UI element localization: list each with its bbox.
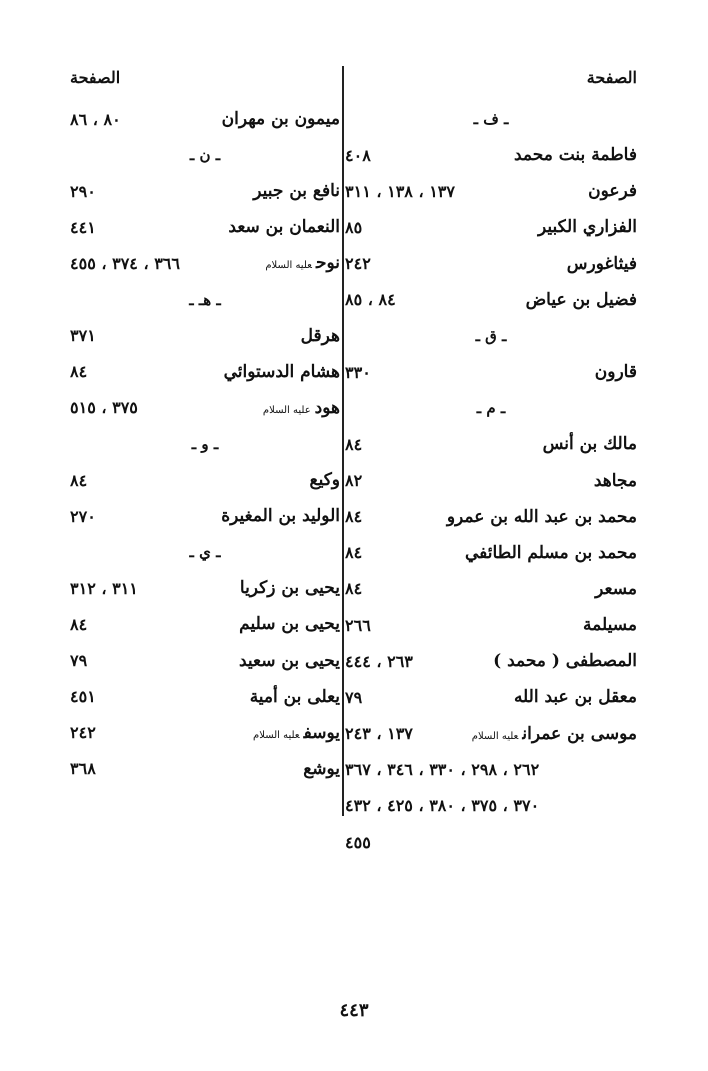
page-number: ٤٤٣ <box>339 1000 369 1021</box>
entry-name <box>594 471 637 491</box>
page-references: ٨٤ <box>345 543 363 563</box>
letter-section-heading <box>345 104 637 134</box>
page-references: ٢٩٠ <box>70 181 96 201</box>
page-references: ٨٤ <box>70 362 88 382</box>
index-entry <box>70 357 340 387</box>
index-entry-continuation <box>345 755 637 785</box>
page-references: ٨٤ ، ٨٥ <box>345 290 396 310</box>
index-entry <box>345 466 637 496</box>
index-entry-continuation <box>345 827 637 857</box>
entry-name-text: مجاهد <box>593 470 637 491</box>
index-entry <box>70 212 340 242</box>
index-entry <box>345 502 637 532</box>
letter-section-heading <box>345 393 637 423</box>
entry-name <box>222 109 340 129</box>
index-entry <box>345 429 637 459</box>
entry-name <box>239 651 340 671</box>
entry-name-text: ميمون بن مهران <box>221 109 340 129</box>
entry-name <box>224 362 340 382</box>
index-entry <box>70 501 340 531</box>
index-entry <box>345 574 637 604</box>
entry-name-text: الفزاري الكبير <box>538 217 637 238</box>
index-entry <box>345 140 637 170</box>
page-references: ٢٤٢ <box>70 723 96 743</box>
index-entry <box>70 321 340 351</box>
index-entry <box>345 682 637 712</box>
index-entry <box>345 538 637 568</box>
entry-name-text: مسيلمة <box>583 615 637 636</box>
letter-heading-text: ـ ق ـ <box>475 326 507 345</box>
index-entry <box>345 610 637 640</box>
entry-name <box>240 578 340 598</box>
index-entry <box>345 646 637 676</box>
entry-name <box>465 543 637 563</box>
left-column-header <box>70 62 340 92</box>
letter-heading-text: ـ و ـ <box>191 434 219 453</box>
entry-name <box>588 181 637 201</box>
page-references: ٤٠٨ <box>345 145 371 165</box>
index-entry <box>345 176 637 206</box>
page-references: ٨٠ ، ٨٦ <box>70 109 121 129</box>
entry-name <box>583 615 637 635</box>
entry-name-text: فضيل بن عياض <box>525 289 637 310</box>
entry-name <box>595 579 637 599</box>
honorific-mark: عليه السلام <box>262 404 311 416</box>
letter-section-heading <box>70 537 340 567</box>
index-entry-continuation <box>345 791 637 821</box>
entry-name <box>301 326 340 346</box>
entry-name <box>447 507 637 527</box>
page-references: ٨٤ <box>345 507 363 527</box>
entry-name <box>303 759 340 779</box>
entry-name-text: يحيى بن سليم <box>239 614 340 635</box>
honorific-mark: عليه السلام <box>253 729 300 741</box>
page-references: ٣٣٠ <box>345 362 371 382</box>
index-entry <box>345 719 637 749</box>
page-references: ٣١١ ، ٣١٢ <box>70 578 138 598</box>
column-divider <box>342 66 344 816</box>
index-entry <box>345 357 637 387</box>
entry-name <box>543 434 637 454</box>
index-entry <box>345 212 637 242</box>
entry-name-text: معقل بن عبد الله <box>513 687 637 708</box>
letter-section-heading <box>345 321 637 351</box>
entry-name <box>567 254 637 274</box>
page-heading-label: الصفحة <box>586 67 637 87</box>
letter-heading-text: ـ م ـ <box>476 399 506 418</box>
index-entry <box>70 176 340 206</box>
letter-heading-text: ـ ي ـ <box>189 543 221 562</box>
entry-name-text: هرقل <box>300 325 340 346</box>
letter-section-heading <box>70 429 340 459</box>
entry-name-text: يحيى بن سعيد <box>238 650 340 671</box>
page-heading-label: الصفحة <box>70 67 121 87</box>
entry-name-text: يعلى بن أمية <box>249 686 340 707</box>
entry-name-text: فرعون <box>588 181 637 202</box>
letter-heading-text: ـ ف ـ <box>473 110 509 128</box>
entry-name-text: يحيى بن زكريا <box>239 578 340 599</box>
index-entry <box>70 609 340 639</box>
entry-name <box>239 614 340 634</box>
index-entry <box>70 248 340 278</box>
page-references: ٣٧١ <box>70 326 96 346</box>
entry-name-text: محمد بن عبد الله بن عمرو <box>446 506 637 527</box>
page-references: ٧٩ <box>70 651 88 670</box>
index-entry <box>70 104 340 134</box>
page-references: ٨٤ <box>345 434 363 454</box>
page-references: ٤٥١ <box>70 687 96 707</box>
entry-name <box>538 217 637 237</box>
honorific-mark: عليه السلام <box>265 260 312 272</box>
entry-name <box>468 724 637 744</box>
page-references: ٨٤ <box>70 614 88 634</box>
entry-name <box>595 362 637 382</box>
entry-name <box>514 687 637 707</box>
entry-name-text: هود <box>314 397 340 418</box>
entry-name-text: وكيع <box>309 470 340 490</box>
index-entry <box>70 573 340 603</box>
letter-section-heading <box>70 285 340 315</box>
letter-section-heading <box>70 140 340 170</box>
right-column-header <box>345 62 637 92</box>
page-references: ٨٤ <box>345 579 363 599</box>
entry-name-text: قارون <box>594 362 637 383</box>
index-entry <box>70 646 340 676</box>
index-entry <box>345 285 637 315</box>
entry-name-text: محمد بن مسلم الطائفي <box>464 542 637 563</box>
index-entry <box>70 682 340 712</box>
entry-name-text: موسى بن عمران <box>522 723 637 744</box>
entry-name <box>261 253 340 273</box>
page-references: ٢٦٣ ، ٤٤٤ <box>345 651 413 671</box>
entry-name <box>310 470 340 490</box>
entry-name <box>514 145 637 165</box>
entry-name <box>250 687 340 707</box>
page-references: ٢٤٢ <box>345 254 371 274</box>
entry-name-text: هشام الدستوائي <box>223 361 340 382</box>
index-entry <box>345 249 637 279</box>
entry-name-text: مسعر <box>595 578 637 599</box>
page-references: ١٣٧ ، ٢٤٣ <box>345 724 413 744</box>
page-references: ٣٦٦ ، ٣٧٤ ، ٤٥٥ <box>70 253 180 273</box>
page-references: ٢٧٠ <box>70 506 96 526</box>
honorific-mark: عليه السلام <box>471 730 519 742</box>
page-references: ٧٩ <box>345 687 363 707</box>
entry-name <box>228 217 340 237</box>
index-entry <box>70 718 340 748</box>
letter-heading-text: ـ هـ ـ <box>189 290 221 309</box>
page-references: ٨٤ <box>70 470 88 490</box>
entry-name-text: فاطمة بنت محمد <box>513 145 637 166</box>
entry-name <box>249 723 340 743</box>
entry-name-text: الوليد بن المغيرة <box>221 506 340 527</box>
index-entry <box>70 465 340 495</box>
page-references: ٤٥٥ <box>345 832 371 852</box>
entry-name <box>221 506 340 526</box>
entry-name <box>253 181 340 201</box>
page-references: ٨٥ <box>345 217 363 237</box>
entry-name <box>259 398 340 418</box>
entry-name-text: نافع بن جبير <box>253 181 340 202</box>
page-references: ٤٤١ <box>70 217 96 237</box>
page-references: ٣٦٨ <box>70 759 96 779</box>
page-references: ٢٦٦ <box>345 615 371 635</box>
page-references: ٨٢ <box>345 471 363 490</box>
page-references: ٣٧٠ ، ٣٧٥ ، ٣٨٠ ، ٤٢٥ ، ٤٣٢ <box>345 796 540 816</box>
index-entry <box>70 393 340 423</box>
entry-name-text: يوشع <box>303 758 340 779</box>
entry-name-text: المصطفى ( محمد ) <box>493 651 637 672</box>
entry-name-text: النعمان بن سعد <box>228 217 340 238</box>
index-entry <box>70 754 340 784</box>
entry-name-text: نوح <box>315 253 340 274</box>
entry-name-text: فيثاغورس <box>566 253 637 274</box>
entry-name-text: يوسف <box>303 722 340 743</box>
page-references: ٣٧٥ ، ٥١٥ <box>70 398 138 418</box>
letter-heading-text: ـ ن ـ <box>189 146 221 165</box>
entry-name-text: مالك بن أنس <box>542 434 637 455</box>
page-references: ٢٦٢ ، ٢٩٨ ، ٣٣٠ ، ٣٤٦ ، ٣٦٧ <box>345 760 540 780</box>
entry-name <box>493 651 637 671</box>
entry-name <box>526 290 637 310</box>
page-references: ١٣٧ ، ١٣٨ ، ٣١١ <box>345 181 455 201</box>
